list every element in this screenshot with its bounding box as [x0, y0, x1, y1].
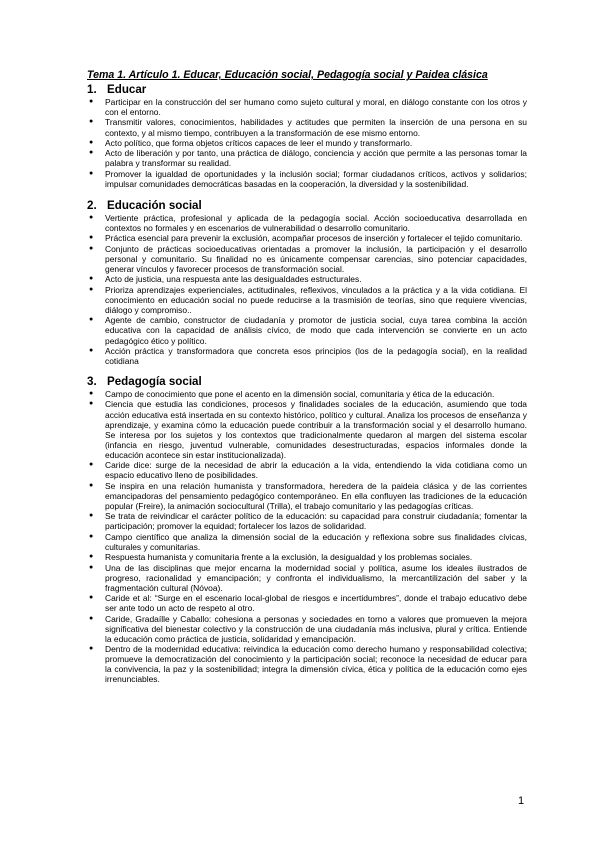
- bullet-text: Acto de justicia, una respuesta ante las desigualdades estructurales.: [105, 274, 362, 285]
- bullet-item: [87, 552, 527, 562]
- bullet-text: Participar en la construcción del ser humano como sujeto cultural y moral, en diálogo constante con los otros y con el entorno.: [105, 97, 527, 118]
- bullet-icon: ●: [89, 346, 94, 354]
- section-heading: [87, 375, 527, 388]
- bullet-text: Vertiente práctica, profesional y aplicada de la pedagogía social. Acción socioeducativa desarrollada en contextos no formales y en escenarios de vulnerabilidad o desarrollo comunitario.: [105, 212, 527, 234]
- bullet-item: [87, 169, 527, 189]
- bullet-list: [87, 213, 527, 366]
- bullet-item: [87, 244, 527, 274]
- bullet-icon: ●: [89, 149, 94, 157]
- page-number: 1: [518, 795, 525, 807]
- section-number: 1.: [87, 83, 97, 96]
- section-title: Pedagogía social: [107, 375, 202, 389]
- bullet-item: [87, 138, 527, 148]
- bullet-text: Acción práctica y transformadora que concreta esos principios (los de la pedagogía social), en la realidad cotidiana: [105, 345, 527, 366]
- section-educacion-social: [87, 199, 527, 366]
- bullet-text: Dentro de la modernidad educativa: reivindica la educación como derecho humano y responsabilidad colectiva; promueve la democratización del conocimiento y la participación social; reconoce la necesidad de educar para la convivencia, la paz y la sostenibilidad; integra la dimensión cívica, ética y política de la educación como ejes irrenunciables.: [105, 644, 527, 685]
- bullet-text: Prioriza aprendizajes experienciales, actitudinales, reflexivos, vinculados a la práctica y a la vida cotidiana. El conocimiento en educación social no puede reducirse a la trasmisión de teorías, sino que requiere vivencias, diálogo y compromiso..: [105, 284, 527, 315]
- bullet-icon: ●: [89, 400, 94, 408]
- bullet-icon: ●: [89, 563, 94, 571]
- bullet-icon: ●: [89, 645, 94, 653]
- section-pedagogia-social: [87, 375, 527, 684]
- bullet-text: Acto de liberación y por tanto, una práctica de diálogo, conciencia y acción que permite a las personas tomar la palabra y transformar su realidad.: [105, 148, 527, 169]
- section-heading: [87, 199, 527, 212]
- bullet-icon: ●: [89, 234, 94, 242]
- bullet-item: [87, 97, 527, 117]
- bullet-icon: ●: [89, 553, 94, 561]
- bullet-item: [87, 117, 527, 137]
- section-educar: [87, 83, 527, 189]
- bullet-text: Se inspira en una relación humanista y transformadora, heredera de la paideia clásica y de las corrientes emancipadoras del pensamiento pedagógico contemporáneo. En ella confluyen las tradiciones de la educación popular (Freire), la animación sociocultural (Trilla), el trabajo comunitario y las pedagogías críticas.: [105, 480, 527, 511]
- bullet-text: Caride dice: surge de la necesidad de abrir la educación a la vida, entendiendo la vida cotidiana como un espacio educativo lleno de posibilidades.: [105, 460, 527, 481]
- section-title: Educar: [107, 83, 147, 96]
- bullet-icon: ●: [89, 316, 94, 324]
- bullet-icon: ●: [89, 244, 94, 252]
- bullet-text: Una de las disciplinas que mejor encarna la modernidad social y política, asume los ideales ilustrados de progreso, racionalidad y emancipación; y confronta el individualismo, la mercantilización del saber y la fragmentación cultural (Nóvoa).: [105, 562, 527, 593]
- bullet-text: Práctica esencial para prevenir la exclusión, acompañar procesos de inserción y fortalecer el tejido comunitario.: [105, 233, 523, 244]
- bullet-item: [87, 233, 527, 243]
- bullet-icon: ●: [89, 118, 94, 126]
- section-number: 3.: [87, 375, 97, 389]
- bullet-item: [87, 593, 527, 613]
- bullet-item: [87, 389, 527, 399]
- bullet-text: Campo científico que analiza la dimensión social de la educación y reflexiona sobre sus finalidades cívicas, culturales y comunitarias.: [105, 531, 527, 552]
- bullet-text: Ciencia que estudia las condiciones, procesos y finalidades sociales de la educación, asumiendo que toda acción educativa está insertada en su contexto histórico, político y cultural. Analiza los procesos de enseñanza y aprendizaje, y examina cómo la educación puede contribuir a la transformación social y el desarrollo humano. Se interesa por los sujetos y los contextos que tradicionalmente quedaron al margen del sistema escolar (infancia en riesgo, juventud vulnerable, comunidades desestructuradas, espacios informales donde la educación acontece sin estar institucionalizada).: [105, 399, 527, 460]
- bullet-text: Acto político, que forma objetos críticos capaces de leer el mundo y transformarlo.: [105, 137, 413, 148]
- bullet-text: Agente de cambio, constructor de ciudadanía y promotor de justicia social, cuya tarea combina la acción educativa con la capacidad de análisis cívico, de modo que cada intervención se convierte en un acto pedagógico ético y político.: [105, 315, 527, 346]
- section-title: Educación social: [107, 198, 202, 212]
- bullet-icon: ●: [89, 213, 94, 221]
- section-number: 2.: [87, 198, 97, 212]
- document-title: Tema 1. Artículo 1. Educar, Educación social, Pedagogía social y Paidea clásica: [87, 69, 488, 81]
- bullet-item: [87, 614, 527, 644]
- bullet-icon: ●: [89, 138, 94, 146]
- bullet-list: [87, 97, 527, 189]
- bullet-item: [87, 285, 527, 315]
- section-heading: [87, 83, 527, 96]
- bullet-icon: ●: [89, 594, 94, 602]
- bullet-text: Promover la igualdad de oportunidades y la inclusión social; formar ciudadanos críticos, activos y solidarios; impulsar comunidades democráticas basadas en la cooperación, la diversidad y la sostenibilidad.: [105, 168, 527, 189]
- bullet-icon: ●: [89, 285, 94, 293]
- bullet-icon: ●: [89, 512, 94, 520]
- bullet-text: Se trata de reivindicar el carácter político de la educación: su capacidad para construir ciudadanía; fomentar la participación; promover la equidad; fortalecer los lazos de solidaridad.: [105, 511, 527, 532]
- document-page: [87, 69, 527, 685]
- bullet-item: [87, 644, 527, 684]
- bullet-icon: ●: [89, 98, 94, 105]
- bullet-icon: ●: [89, 275, 94, 283]
- bullet-item: [87, 399, 527, 459]
- bullet-item: [87, 346, 527, 366]
- bullet-icon: ●: [89, 614, 94, 622]
- bullet-icon: ●: [89, 532, 94, 540]
- bullet-item: [87, 511, 527, 531]
- bullet-item: [87, 563, 527, 593]
- bullet-icon: ●: [89, 461, 94, 469]
- bullet-icon: ●: [89, 169, 94, 177]
- bullet-item: [87, 148, 527, 168]
- bullet-icon: ●: [89, 390, 94, 398]
- bullet-list: [87, 389, 527, 684]
- bullet-text: Transmitir valores, conocimientos, habilidades y actitudes que permiten la inserción de una persona en su contexto, y al mismo tiempo, contribuyen a la transformación de ese mismo entorno.: [105, 117, 527, 138]
- bullet-icon: ●: [89, 481, 94, 489]
- bullet-text: Caride et al: “Surge en el escenario local-global de riesgos e incertidumbres”, donde el trabajo educativo debe ser ante todo un acto de respeto al otro.: [105, 593, 527, 614]
- bullet-item: [87, 481, 527, 511]
- bullet-item: [87, 315, 527, 345]
- bullet-text: Campo de conocimiento que pone el acento en la dimensión social, comunitaria y ética de la educación.: [105, 389, 495, 400]
- bullet-item: [87, 213, 527, 233]
- bullet-item: [87, 460, 527, 480]
- bullet-text: Conjunto de prácticas socioeducativas orientadas a promover la inclusión, la participación y el desarrollo personal y comunitario. Su finalidad no es únicamente compensar carencias, sino potenciar capacidades, generar vínculos y favorecer procesos de transformación social.: [105, 243, 527, 274]
- bullet-item: [87, 274, 527, 284]
- bullet-text: Caride, Gradaílle y Caballo: cohesiona a personas y sociedades en torno a valores que promueven la mejora significativa del bienestar colectivo y la construcción de una ciudadanía más inclusiva, plural y crítica. Entiende la educación como práctica de justicia, solidaridad y emancipación.: [105, 613, 527, 644]
- bullet-text: Respuesta humanista y comunitaria frente a la exclusión, la desigualdad y los problemas sociales.: [105, 552, 473, 563]
- bullet-item: [87, 532, 527, 552]
